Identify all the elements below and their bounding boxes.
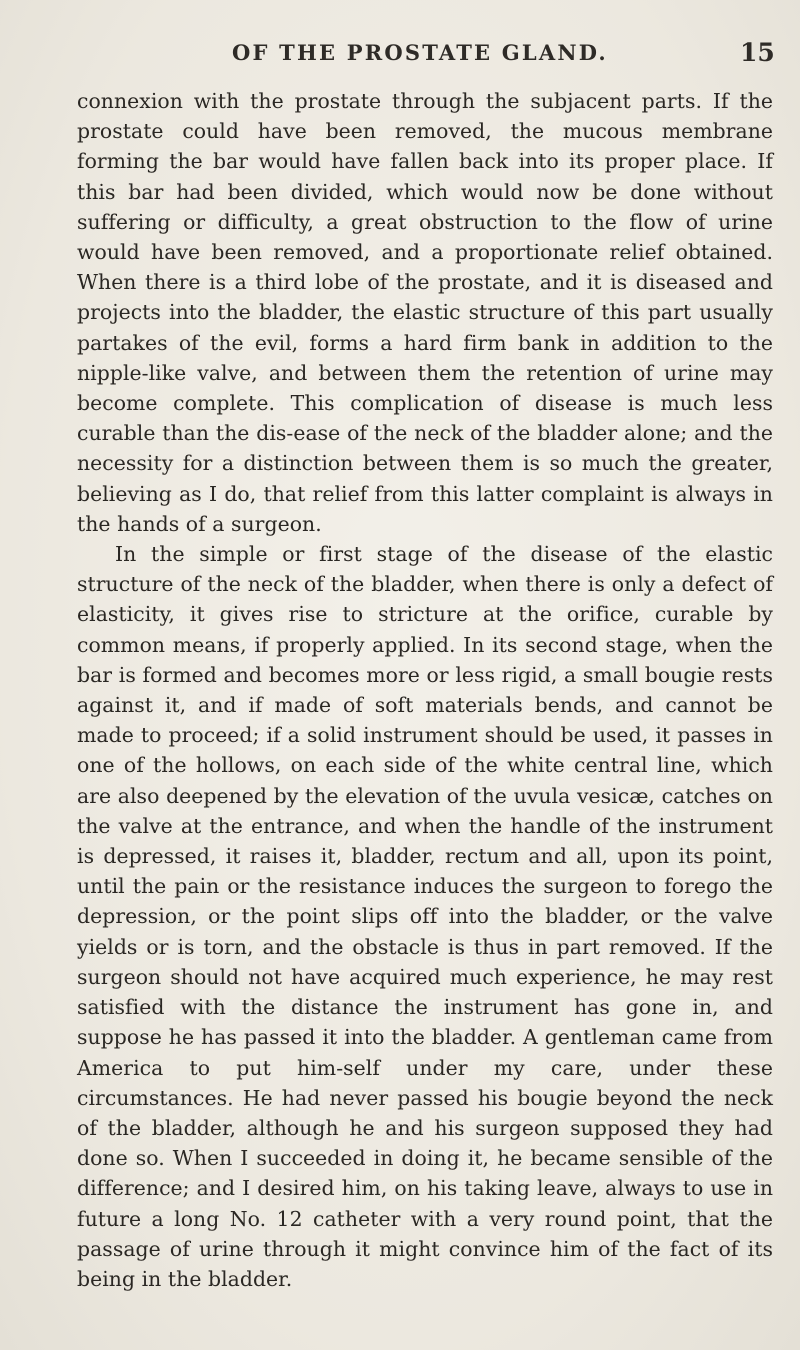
paragraph: In the simple or first stage of the disease of the elastic structure of the neck of the bladder, when there is only a defect of elasticity, it gives rise to stricture at the orifice, curable by common means, if properly applied. In its second stage, when the bar is formed and becomes more or less rigid, a small bougie rests against it, and if made of soft materials bends, and cannot be made to proceed; if a solid instrument should be used, it passes in one of the hollows, on each side of the white central line, which are also deepened by the elevation of the uvula vesicæ, catches on the valve at the entrance, and when the handle of the instrument is depressed, it raises it, bladder, rectum and all, upon its point, until the pain or the resistance induces the surgeon to forego the depression, or the point slips off into the bladder, or the valve yields or is torn, and the obstacle is thus in part removed. If the surgeon should not have acquired much experience, he may rest satisfied with the distance the instrument has gone in, and suppose he has passed it into the bladder. A gentleman came from America to put him-self under my care, under these circumstances. He had never passed his bougie beyond the neck of the bladder, although he and his surgeon supposed they had done so. When I succeeded in doing it, he became sensible of the difference; and I desired him, on his taking leave, always to use in future a long No. 12 catheter with a very round point, that the passage of urine through it might convince him of the fact of its being in the bladder.	[77, 542, 773, 1291]
paragraph: connexion with the prostate through the subjacent parts. If the prostate could have been removed, the mucous membrane forming the bar would have fallen back into its proper place. If this bar had been divided, which would now be done without suffering or difficulty, a great obstruction to the flow of urine would have been removed, and a proportionate relief obtained. When there is a third lobe of the prostate, and it is diseased and projects into the bladder, the elastic structure of this part usually partakes of the evil, forms a hard firm bank in addition to the nipple-like valve, and between them the retention of urine may become complete. This complication of disease is much less curable than the dis-ease of the neck of the bladder alone; and the necessity for a distinction between them is so much the greater, believing as I do, that relief from this latter complaint is always in the hands of a surgeon.	[77, 89, 773, 536]
page-number: 15	[740, 38, 775, 67]
running-title: OF THE PROSTATE GLAND.	[232, 40, 608, 65]
body-text	[77, 86, 773, 1294]
running-head	[0, 40, 800, 80]
